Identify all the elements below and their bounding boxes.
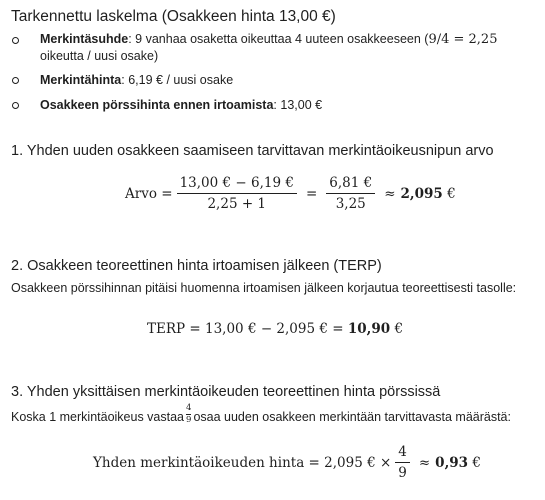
fraction-denominator: 9 xyxy=(186,415,192,425)
bullet-marker-icon xyxy=(12,77,19,84)
result-value: 10,90 xyxy=(347,321,391,337)
ratio-math: 9/4 = 2,25 xyxy=(428,32,498,47)
currency-unit: € xyxy=(447,185,456,202)
fraction-four-ninths xyxy=(395,444,410,481)
list-item-label: Osakkeen pörssihinta ennen irtoamista xyxy=(40,98,274,112)
result-value: 0,93 xyxy=(435,454,469,471)
fraction-numerator: 13,00 € − 6,19 € xyxy=(179,175,294,191)
list-item-text: : 13,00 € xyxy=(273,98,323,112)
section-paragraph-3 xyxy=(11,403,511,427)
approx-sign: ≈ xyxy=(418,454,431,471)
section-heading-3: 3. Yhden yksittäisen merkintäoikeuden teoreettinen hinta pörssissä xyxy=(11,384,441,400)
equation-lhs: Yhden merkintäoikeuden hinta = 2,095 € × xyxy=(93,454,392,471)
equation-single-right-price xyxy=(93,444,481,481)
fraction-simplified xyxy=(326,175,375,212)
list-item-label: Merkintäsuhde xyxy=(40,32,129,46)
equation-terp xyxy=(147,321,403,337)
list-item-market-price xyxy=(40,97,322,113)
inline-fraction xyxy=(186,404,191,425)
fraction-denominator: 3,25 xyxy=(335,196,366,212)
approx-sign: ≈ xyxy=(384,185,396,202)
list-item-text: : 9 vanhaa osaketta oikeuttaa 4 uuteen osakkeeseen ( xyxy=(128,32,429,46)
list-item-subscription-ratio xyxy=(40,31,520,64)
section-paragraph-2: Osakkeen pörssihinnan pitäisi huomenna irtoamisen jälkeen korjautua teoreettisesti tasolle: xyxy=(11,281,517,295)
result-value: 2,095 xyxy=(400,185,443,202)
equation-rights-bundle-value xyxy=(125,175,456,212)
bullet-marker-icon xyxy=(12,102,19,109)
list-item-label: Merkintähinta xyxy=(40,73,122,87)
fraction-numerator: 4 xyxy=(186,403,192,413)
page-title: Tarkennettu laskelma (Osakkeen hinta 13,00 €) xyxy=(11,8,336,25)
equation-expression: TERP = 13,00 € − 2,095 € = xyxy=(147,321,344,337)
list-item-text-continued: oikeutta / uusi osake) xyxy=(40,49,159,63)
currency-unit: € xyxy=(472,454,481,471)
equals-sign: = xyxy=(305,185,318,202)
section-heading-2: 2. Osakkeen teoreettinen hinta irtoamisen jälkeen (TERP) xyxy=(11,258,382,274)
equation-lhs: Arvo = xyxy=(125,185,173,202)
fraction-numerator: 6,81 € xyxy=(329,175,373,191)
list-item-text: : 6,19 € / uusi osake xyxy=(121,73,234,87)
fraction-value xyxy=(177,175,297,212)
fraction-bar xyxy=(395,462,410,463)
fraction-denominator: 2,25 + 1 xyxy=(207,196,267,212)
paragraph-text: Koska 1 merkintäoikeus vastaa xyxy=(11,409,185,424)
paragraph-text-continued: osaa uuden osakkeen merkintään tarvittavasta määrästä: xyxy=(193,409,511,424)
list-item-subscription-price xyxy=(40,72,233,88)
fraction-bar xyxy=(326,193,375,194)
section-heading-1: 1. Yhden uuden osakkeen saamiseen tarvittavan merkintäoikeusnipun arvo xyxy=(11,143,494,159)
fraction-denominator: 9 xyxy=(398,465,407,481)
currency-unit: € xyxy=(394,321,404,337)
fraction-bar xyxy=(177,193,297,194)
fraction-numerator: 4 xyxy=(398,444,407,460)
bullet-marker-icon xyxy=(12,37,19,44)
